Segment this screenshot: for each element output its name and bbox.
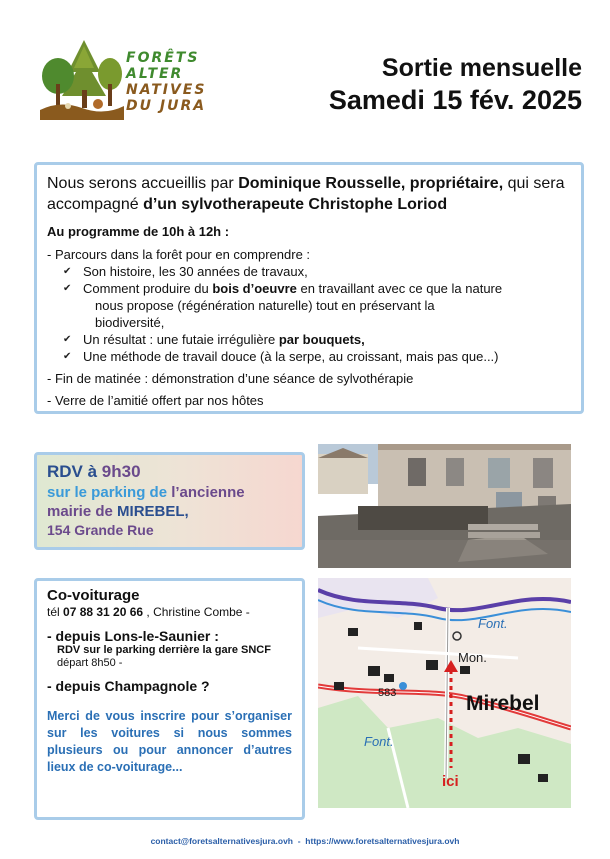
logo-line-2: ALTER xyxy=(126,66,184,82)
departure-lons-time: départ 8h50 - xyxy=(57,657,123,669)
intro-part-1: Nous serons accueillis par xyxy=(47,175,239,192)
subitem-2-bold: bois d’oeuvre xyxy=(212,281,297,296)
checkmark-icon: ✔ xyxy=(63,351,72,362)
footer xyxy=(0,836,610,846)
rdv-place-line-1 xyxy=(47,483,292,502)
rdv-place-line-2 xyxy=(47,502,292,521)
subitem-2-text-e: biodiversité, xyxy=(95,315,165,330)
subitem-2-text-a: Comment produire du xyxy=(83,281,213,296)
footer-url[interactable]: https://www.foretsalternativesjura.ovh xyxy=(305,836,460,846)
map-label-font-2: Font. xyxy=(364,734,394,749)
logo xyxy=(38,38,248,120)
subitem-2-text-c: en travaillant avec ce que la nature xyxy=(296,281,503,296)
carpool-message: Merci de vous inscrire pour s’organiser sur les voitures si nous sommes plusieurs ou pour annoncer d’autres lieux de co-voiturage... xyxy=(47,709,292,774)
program-box xyxy=(34,162,584,414)
forest-trees-logo xyxy=(38,38,124,120)
checkmark-icon: ✔ xyxy=(63,283,72,294)
intro-part-2: qui sera accompagné xyxy=(47,175,565,213)
rendezvous-box xyxy=(34,452,305,550)
subitem-3-text-a: Un résultat : une futaie irrégulière xyxy=(83,332,279,347)
logo-line-3: NATIVES xyxy=(126,82,207,98)
logo-wordmark xyxy=(126,50,246,114)
subitem-2-text-d: nous propose (régénération naturelle) tout en préservant la xyxy=(95,298,435,313)
program-subitem-2 xyxy=(47,280,571,331)
rdv-place-a: sur le parking de xyxy=(47,484,172,501)
page-title xyxy=(329,52,582,116)
program-subitem-1 xyxy=(47,263,571,280)
rdv-label: RDV à xyxy=(47,462,102,481)
program-subitem-4 xyxy=(47,348,571,365)
subitem-3-bold: par bouquets, xyxy=(278,332,365,347)
subitem-4-text: Une méthode de travail douce (à la serpe, au croissant, mais pas que...) xyxy=(83,349,499,364)
rdv-address: 154 Grande Rue xyxy=(47,522,154,538)
carpool-phone-line xyxy=(47,604,292,620)
checkmark-icon: ✔ xyxy=(63,266,72,277)
map-label-mirebel: Mirebel xyxy=(466,692,540,715)
program-item-1: - Parcours dans la forêt pour en comprendre : xyxy=(47,247,311,262)
logo-line-1: FORÊTS xyxy=(126,50,200,66)
street-view-photo xyxy=(318,444,571,568)
program-item-2: - Fin de matinée : démonstration d’une séance de sylvothérapie xyxy=(47,371,414,386)
departure-lons-detail: RDV sur le parking derrière la gare SNCF xyxy=(57,644,271,656)
checkmark-icon: ✔ xyxy=(63,334,72,345)
rdv-village: MIREBEL, xyxy=(117,503,189,520)
map-label-font-1: Font. xyxy=(478,616,508,631)
carpool-box xyxy=(34,578,305,820)
footer-separator: - xyxy=(293,836,306,846)
phone-number[interactable]: 07 88 31 20 66 xyxy=(63,605,144,619)
rdv-time-line xyxy=(47,461,292,483)
program-subitem-3 xyxy=(47,331,571,348)
carpool-heading: Co-voiturage xyxy=(47,587,140,604)
intro-host: Dominique Rousselle, propriétaire, xyxy=(238,175,504,192)
program-item-3: - Verre de l’amitié offert par nos hôtes xyxy=(47,393,264,408)
map-label-ici: ici xyxy=(442,773,459,790)
departure-champagnole: - depuis Champagnole ? xyxy=(47,678,210,694)
program-heading: Au programme de 10h à 12h : xyxy=(47,224,230,239)
tel-suffix: , Christine Combe - xyxy=(143,605,250,619)
footer-email[interactable]: contact@foretsalternativesjura.ovh xyxy=(150,836,294,846)
subitem-1-text: Son histoire, les 30 années de travaux, xyxy=(83,264,308,279)
intro-therapist: d’un sylvotherapeute Christophe Loriod xyxy=(143,196,448,213)
location-map xyxy=(318,578,571,808)
rdv-hour: 9h30 xyxy=(101,462,141,481)
logo-line-4: DU JURA xyxy=(126,98,207,114)
map-label-583: 583 xyxy=(378,687,397,699)
title-line-2: Samedi 15 fév. 2025 xyxy=(328,85,582,115)
title-line-1: Sortie mensuelle xyxy=(381,54,582,82)
tel-prefix: tél xyxy=(47,605,64,619)
map-label-mon: Mon. xyxy=(458,650,487,665)
intro-text xyxy=(47,173,571,215)
rdv-place-b: l’ancienne xyxy=(171,484,245,501)
rdv-place-c: mairie de xyxy=(47,503,118,520)
departure-lons: - depuis Lons-le-Saunier : xyxy=(47,628,219,644)
